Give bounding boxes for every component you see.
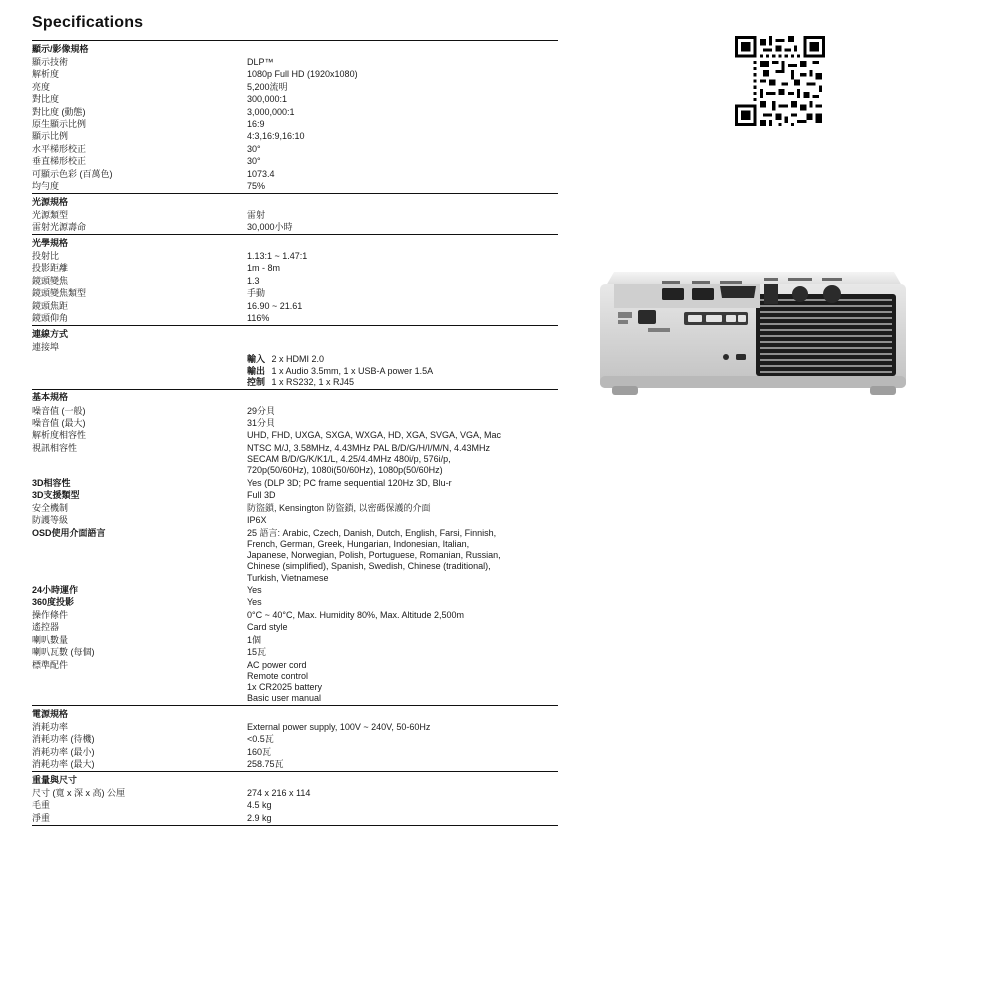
spec-label: 標準配件 [32,659,69,670]
section-heading: 重量與尺寸 [32,774,78,785]
spec-row [32,181,558,193]
spec-value-line: Yes (DLP 3D; PC frame sequential 120Hz 3D, Blu-r [247,477,452,488]
spec-label: 毛重 [32,800,51,811]
spec-row [32,634,558,646]
spec-label: 安全機制 [32,502,69,513]
spec-label: 3D支援類型 [32,490,80,501]
spec-value-label: 輸入 [247,354,266,365]
spec-value [247,106,558,118]
spec-value-line: SECAM B/D/G/K/K1/L, 4.25/4.4MHz 480i/p, 576i/p, [247,454,451,465]
qr-code-image [735,36,825,126]
spec-value-line: 274 x 216 x 114 [247,788,311,799]
section-divider [32,825,558,826]
spec-row [32,143,558,155]
section-heading-row [32,194,558,209]
spec-value [247,659,558,705]
section-heading: 光源規格 [32,196,69,207]
page-title: Specifications [32,14,144,31]
spec-label: 鏡頭變焦類型 [32,288,87,299]
spec-row [32,721,558,733]
spec-value [247,143,558,155]
spec-row [32,313,558,325]
spec-row [32,759,558,771]
section-heading-spacer [247,235,558,250]
section-heading-row [32,706,558,721]
spec-row [32,584,558,596]
spec-value [247,94,558,106]
spec-label: 消耗功率 (最大) [32,759,95,770]
section-heading-spacer [247,706,558,721]
spec-value-line: 4:3,16:9,16:10 [247,131,305,142]
spec-value [247,209,558,221]
spec-label: 垂直梯形校正 [32,156,87,167]
spec-value [247,131,558,143]
section-heading-row [32,326,558,341]
spec-row [32,106,558,118]
spec-row [32,94,558,106]
spec-value-line: 15瓦 [247,647,267,658]
section-heading-spacer [247,326,558,341]
section-heading-row [32,235,558,250]
spec-value-label: 控制 [247,376,266,387]
spec-label: 可顯示色彩 (百萬色) [32,168,113,179]
spec-row [32,430,558,442]
spec-label [32,354,247,389]
spec-value-line [247,366,558,377]
spec-value-line: 手動 [247,288,266,299]
section-heading-spacer [247,390,558,405]
spec-label: 解析度 [32,69,60,80]
spec-label: 喇叭瓦數 (每個) [32,647,95,658]
spec-row [32,734,558,746]
spec-label: 360度投影 [32,597,75,608]
spec-value [247,490,558,502]
spec-value-text: 1 x Audio 3.5mm, 1 x USB-A power 1.5A [269,365,434,376]
spec-label: 對比度 [32,94,60,105]
spec-row [32,168,558,180]
spec-value-line: 3,000,000:1 [247,106,295,117]
specifications-table [32,40,558,826]
spec-value-line: 1個 [247,634,262,645]
spec-row [32,622,558,634]
spec-value [247,759,558,771]
spec-label: 噪音值 (一般) [32,405,86,416]
spec-value-line: Turkish, Vietnamese [247,572,329,583]
spec-value [247,263,558,275]
spec-value-line: 75% [247,181,266,192]
spec-value [247,69,558,81]
spec-value-line: 5,200流明 [247,81,288,92]
spec-row [32,263,558,275]
spec-value-line: 30° [247,143,261,154]
spec-row [32,800,558,812]
spec-label: 水平梯形校正 [32,143,87,154]
spec-row [32,81,558,93]
spec-value [247,313,558,325]
projector-rear-panel-photo [588,250,918,415]
spec-row [32,609,558,621]
spec-label: 淨重 [32,812,51,823]
spec-label: 3D相容性 [32,477,71,488]
spec-label: 投影距離 [32,263,69,274]
spec-value [247,609,558,621]
spec-label: 亮度 [32,81,51,92]
spec-value [247,787,558,799]
spec-row [32,56,558,68]
spec-row [32,812,558,824]
spec-value [247,417,558,429]
spec-value [247,288,558,300]
spec-value-line: 1.13:1 ~ 1.47:1 [247,251,308,262]
spec-value [247,515,558,527]
spec-row [32,209,558,221]
spec-label: 光源類型 [32,209,69,220]
spec-row [32,442,558,477]
spec-row [32,405,558,417]
spec-value-line: 1.3 [247,275,260,286]
spec-value-line: UHD, FHD, UXGA, SXGA, WXGA, HD, XGA, SVGA, VGA, Mac [247,430,502,441]
spec-value [247,405,558,417]
spec-value-line: AC power cord [247,659,307,670]
spec-row [32,275,558,287]
spec-label: 24小時運作 [32,584,79,595]
spec-value [247,222,558,234]
spec-value-line: Japanese, Norwegian, Polish, Portuguese, Romanian, Russian, [247,550,501,561]
spec-row [32,647,558,659]
spec-label: 喇叭數量 [32,634,69,645]
spec-row [32,490,558,502]
spec-row [32,354,558,389]
spec-value [247,812,558,824]
spec-value-line: 1080p Full HD (1920x1080) [247,69,358,80]
spec-value [247,341,558,353]
spec-value-line [247,377,558,388]
spec-value-label: 輸出 [247,365,266,376]
spec-value-line: 雷射 [247,209,266,220]
section-heading: 基本規格 [32,392,69,403]
spec-value [247,250,558,262]
spec-value-line: 4.5 kg [247,800,272,811]
spec-value [247,800,558,812]
spec-label: 顯示技術 [32,56,69,67]
spec-label: 顯示比例 [32,131,69,142]
spec-value-line: Full 3D [247,490,276,501]
spec-value-line: 1m - 8m [247,263,281,274]
spec-value [247,634,558,646]
spec-row [32,118,558,130]
section-heading-row [32,41,558,56]
spec-row [32,515,558,527]
spec-value-line: External power supply, 100V ~ 240V, 50-60Hz [247,722,431,733]
spec-row [32,300,558,312]
spec-value-line: 31分貝 [247,417,276,428]
spec-value-line: 300,000:1 [247,94,288,105]
spec-row [32,69,558,81]
spec-row [32,527,558,584]
section-heading-spacer [247,772,558,787]
spec-row [32,156,558,168]
spec-value-line: Yes [247,584,262,595]
spec-value [247,746,558,758]
spec-value-line: 30,000小時 [247,222,293,233]
spec-value-line: DLP™ [247,56,274,67]
spec-label: 連接埠 [32,341,60,352]
spec-value-line: 160瓦 [247,746,272,757]
spec-value-line: 1x CR2025 battery [247,682,323,693]
spec-row [32,288,558,300]
spec-value [247,734,558,746]
spec-value-line: 30° [247,156,261,167]
spec-value-line: 16:9 [247,119,265,130]
spec-value [247,354,558,389]
section-heading-row [32,772,558,787]
spec-value [247,275,558,287]
spec-value [247,181,558,193]
spec-value [247,584,558,596]
spec-value-line: 16.90 ~ 21.61 [247,300,303,311]
specifications-table-column [32,14,558,826]
spec-value [247,647,558,659]
spec-value [247,442,558,477]
section-heading: 光學規格 [32,237,69,248]
spec-label: 均勻度 [32,181,60,192]
spec-label: 解析度相容性 [32,430,87,441]
spec-value [247,597,558,609]
spec-value-line: IP6X [247,515,267,526]
spec-label: 防護等級 [32,515,69,526]
spec-value-line: 29分貝 [247,405,276,416]
spec-row [32,250,558,262]
spec-label: 鏡頭變焦 [32,275,69,286]
spec-row [32,477,558,489]
spec-row [32,787,558,799]
spec-value [247,721,558,733]
section-heading-spacer [247,194,558,209]
spec-row [32,746,558,758]
spec-value-line: 2.9 kg [247,812,272,823]
spec-value-line: <0.5瓦 [247,734,274,745]
spec-value [247,118,558,130]
spec-label: 操作條件 [32,609,69,620]
spec-label: 噪音值 (最大) [32,417,86,428]
spec-row [32,597,558,609]
spec-value-text: 2 x HDMI 2.0 [269,354,325,365]
section-heading-spacer [247,41,558,56]
spec-value [247,156,558,168]
spec-label: 視訊相容性 [32,442,78,453]
spec-value-line: Yes [247,597,262,608]
section-heading: 顯示/影像規格 [32,43,89,54]
spec-value-line: Chinese (simplified), Spanish, Swedish, Chinese (traditional), [247,561,491,572]
section-heading: 電源規格 [32,708,69,719]
section-heading-row [32,390,558,405]
spec-value [247,502,558,514]
spec-value [247,430,558,442]
spec-value-line: NTSC M/J, 3.58MHz, 4.43MHz PAL B/D/G/H/I/M/N, 4.43MHz [247,442,491,453]
spec-label: 消耗功率 (最小) [32,746,95,757]
spec-label: 遙控器 [32,622,60,633]
spec-label: 尺寸 (寬 x 深 x 高) 公厘 [32,788,125,799]
spec-value [247,56,558,68]
spec-value [247,622,558,634]
spec-label: 投射比 [32,251,60,262]
spec-value-line: French, German, Greek, Hungarian, Indonesian, Italian, [247,538,470,549]
spec-label: 原生顯示比例 [32,119,87,130]
spec-label: OSD使用介面語言 [32,527,106,538]
spec-value-text: 1 x RS232, 1 x RJ45 [269,376,355,387]
spec-value-line: 防盜鎖, Kensington 防盜鎖, 以密碼保護的介面 [247,502,431,513]
spec-label: 對比度 (動態) [32,106,86,117]
spec-label: 鏡頭焦距 [32,300,69,311]
spec-value [247,168,558,180]
spec-value-line [247,354,558,365]
spec-row [32,131,558,143]
spec-label: 消耗功率 (待機) [32,734,95,745]
spec-row [32,659,558,705]
spec-value-line: 0°C ~ 40°C, Max. Humidity 80%, Max. Altitude 2,500m [247,609,465,620]
spec-value-line: Basic user manual [247,693,322,704]
spec-value-line: 1073.4 [247,168,275,179]
spec-value-line: 25 語言: Arabic, Czech, Danish, Dutch, English, Farsi, Finnish, [247,527,497,538]
spec-label: 雷射光源壽命 [32,222,87,233]
spec-row [32,222,558,234]
spec-value-line: 720p(50/60Hz), 1080i(50/60Hz), 1080p(50/60Hz) [247,465,443,476]
spec-label: 消耗功率 [32,722,69,733]
spec-value-line: 258.75瓦 [247,759,284,770]
spec-row [32,417,558,429]
section-heading: 連線方式 [32,328,69,339]
spec-value [247,300,558,312]
spec-row [32,341,558,353]
spec-value-line: Remote control [247,670,309,681]
spec-value [247,81,558,93]
spec-row [32,502,558,514]
spec-value-line: 116% [247,313,270,324]
spec-label: 鏡頭仰角 [32,313,69,324]
spec-value [247,527,558,584]
spec-value [247,477,558,489]
spec-value-line: Card style [247,622,288,633]
